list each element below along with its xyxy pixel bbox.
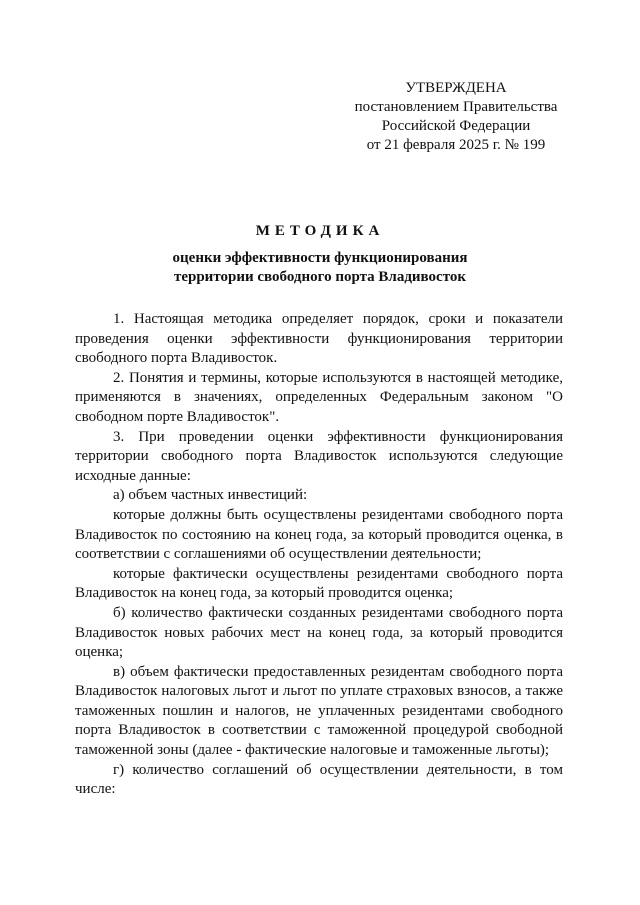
list-item-v: в) объем фактически предоставленных резидентам свободного порта Владивосток налоговых льгот и льгот по уплате страховых взносов, а также таможенных пошлин и налогов, не уплаченных резидентами свободного порта Владивосток в соответствии с таможенной процедурой свободной таможенной зоны (далее - фактические налоговые и таможенные льготы);: [75, 663, 563, 759]
list-item-a: а) объем частных инвестиций:: [113, 487, 308, 504]
document-title: МЕТОДИКА: [255, 223, 385, 239]
approval-date-line: от 21 февраля 2025 г. № 199: [366, 137, 546, 153]
approval-block: [336, 79, 576, 155]
subtitle-line-2: территории свободного порта Владивосток: [173, 269, 467, 285]
paragraph-1: 1. Настоящая методика определяет порядок, сроки и показатели проведения оценки эффективности функционирования территории свободного порта Владивосток.: [75, 311, 563, 367]
list-item-g: г) количество соглашений об осуществлении деятельности, в том числе:: [75, 761, 563, 798]
document-subtitle: [0, 249, 640, 287]
list-item-a-sub-2: которые фактически осуществлены резидентами свободного порта Владивосток на конец года, за который проводится оценка;: [75, 565, 563, 602]
approval-decree-line: постановлением Правительства: [354, 99, 558, 115]
document-body: [75, 310, 563, 800]
approval-authority-line: Российской Федерации: [381, 118, 531, 134]
approval-stamp-title: УТВЕРЖДЕНА: [405, 80, 507, 96]
list-item-b: б) количество фактически созданных резидентами свободного порта Владивосток новых рабочих мест на конец года, за который проводится оценка;: [75, 604, 563, 661]
list-item-a-sub-1: которые должны быть осуществлены резидентами свободного порта Владивосток по состоянию на конец года, за который проводится оценка, в соответствии с соглашениями об осуществлении деятельности;: [75, 506, 563, 563]
subtitle-line-1: оценки эффективности функционирования: [172, 250, 468, 266]
paragraph-3: 3. При проведении оценки эффективности функционирования территории свободного порта Владивосток используются следующие исходные данные:: [75, 428, 563, 484]
paragraph-2: 2. Понятия и термины, которые используются в настоящей методике, применяются в значениях, определенных Федеральным законом "О свободном порте Владивосток".: [75, 369, 563, 425]
